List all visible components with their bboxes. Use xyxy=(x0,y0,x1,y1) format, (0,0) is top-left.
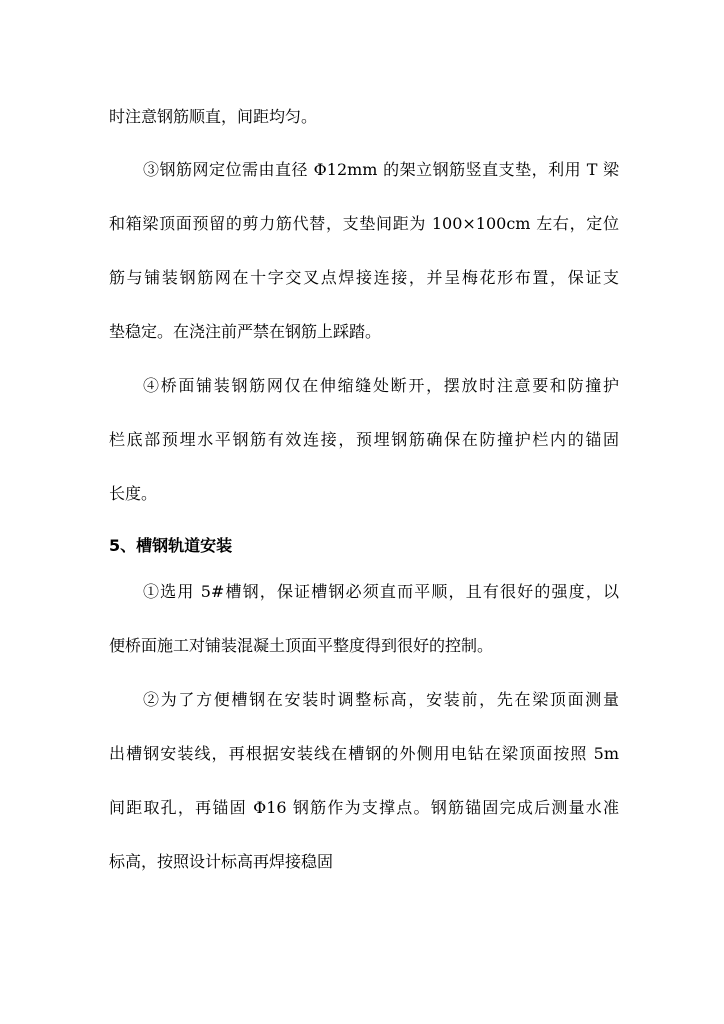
paragraph-line: 筋与铺装钢筋网在十字交叉点焊接连接，并呈梅花形布置，保证支 xyxy=(109,268,619,287)
paragraph-line: 便桥面施工对铺装混凝土顶面平整度得到很好的控制。 xyxy=(109,636,494,655)
paragraph-line: ④桥面铺装钢筋网仅在伸缩缝处断开，摆放时注意要和防撞护 xyxy=(143,376,619,395)
section-heading: 5、槽钢轨道安装 xyxy=(109,536,233,555)
paragraph-line: 出槽钢安装线，再根据安装线在槽钢的外侧用电钻在梁顶面按照 5m xyxy=(109,744,619,763)
paragraph-line: 间距取孔，再锚固 Φ16 钢筋作为支撑点。钢筋锚固完成后测量水准 xyxy=(109,798,619,817)
paragraph-line: 长度。 xyxy=(109,484,158,503)
paragraph-line: ①选用 5#槽钢，保证槽钢必须直而平顺，且有很好的强度，以 xyxy=(143,582,619,601)
paragraph-line: ②为了方便槽钢在安装时调整标高，安装前，先在梁顶面测量 xyxy=(143,690,619,709)
paragraph-line: 时注意钢筋顺直，间距均匀。 xyxy=(109,107,318,126)
paragraph-line: ③钢筋网定位需由直径 Φ12mm 的架立钢筋竖直支垫，利用 T 梁 xyxy=(143,160,619,179)
paragraph-line: 和箱梁顶面预留的剪力筋代替，支垫间距为 100×100cm 左右，定位 xyxy=(109,214,619,233)
paragraph-line: 栏底部预埋水平钢筋有效连接，预埋钢筋确保在防撞护栏内的锚固 xyxy=(109,430,619,449)
paragraph-line: 标高，按照设计标高再焊接稳固 xyxy=(109,852,334,871)
paragraph-line: 垫稳定。在浇注前严禁在钢筋上踩踏。 xyxy=(109,322,382,341)
